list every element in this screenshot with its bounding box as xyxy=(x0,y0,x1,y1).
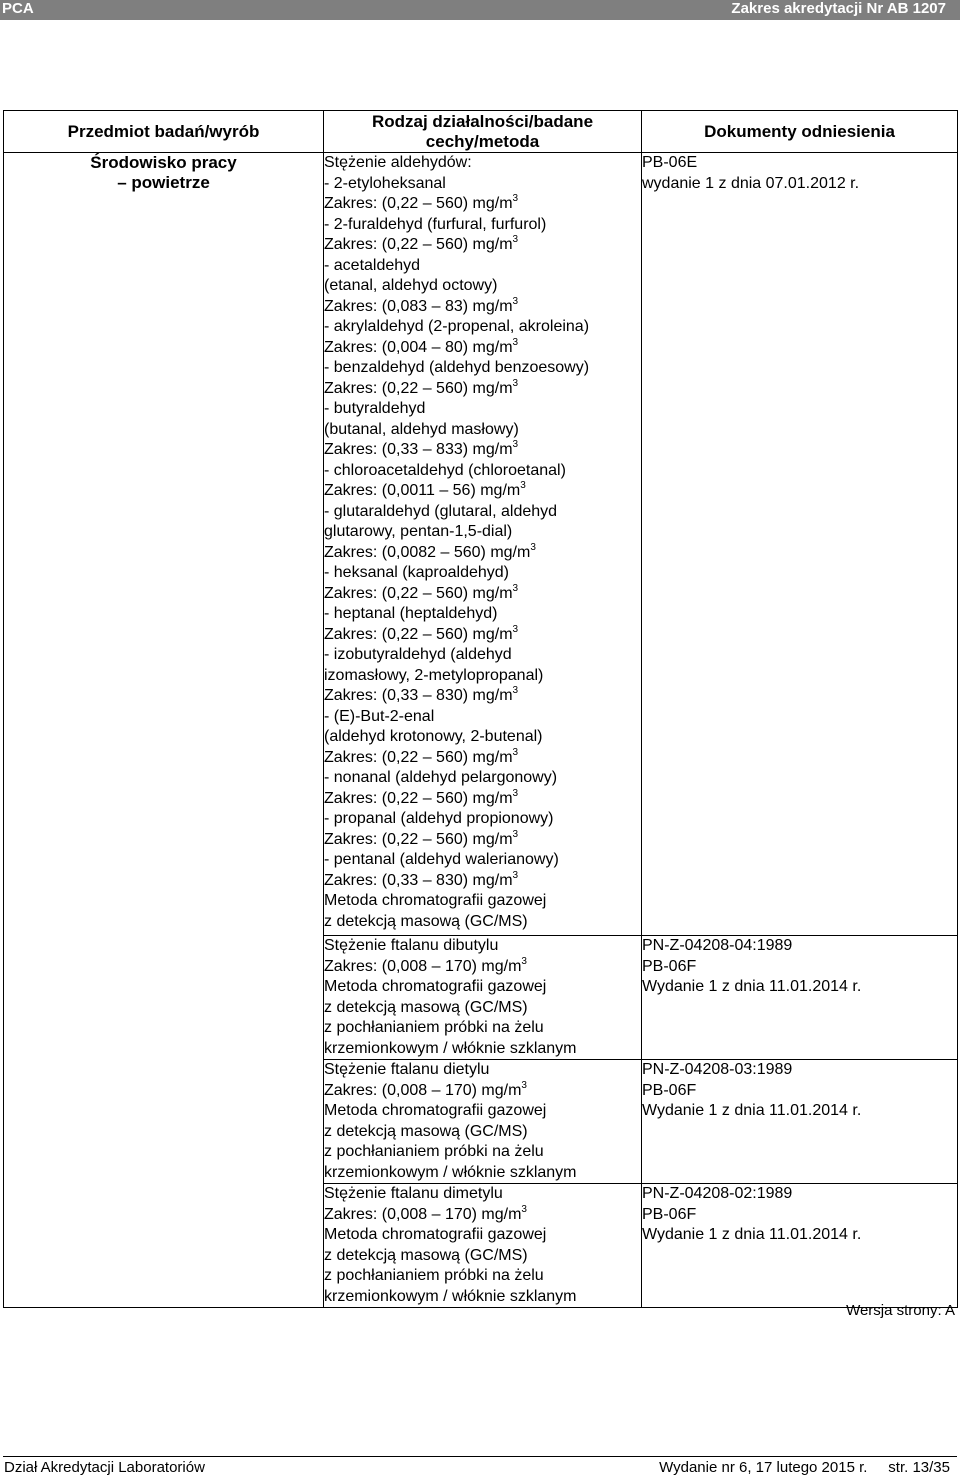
document-line: Wydanie 1 z dnia 11.01.2014 r. xyxy=(642,978,862,995)
activity-cell xyxy=(324,936,642,1060)
activity-line: Zakres: (0,008 – 170) $mg/m^3$ xyxy=(324,1079,527,1099)
page-header xyxy=(0,0,960,20)
subject-line: Środowisko pracy xyxy=(90,153,237,172)
activity-line: - heptanal (heptaldehyd) xyxy=(324,605,498,622)
document-line: PN-Z-04208-02:1989 xyxy=(642,1185,793,1202)
activity-line: Zakres: (0,0011 – 56) $mg/m^3$ xyxy=(324,480,526,499)
activity-line: Zakres: (0,22 – 560) $mg/m^3$ xyxy=(324,193,519,212)
activity-line: z pochłanianiem próbki na żelu xyxy=(324,1267,544,1284)
activity-line: Zakres: (0,008 – 170) $mg/m^3$ xyxy=(324,1203,527,1223)
activity-line: (etanal, aldehyd octowy) xyxy=(324,277,498,294)
footer-department: Dział Akredytacji Laboratoriów xyxy=(4,1459,205,1476)
activity-line: Zakres: (0,0082 – 560) $mg/m^3$ xyxy=(324,541,536,561)
documents-cell xyxy=(642,153,958,936)
activity-line: Zakres: (0,22 – 560) $mg/m^3$ xyxy=(324,234,519,253)
activity-line: z pochłanianiem próbki na żelu xyxy=(324,1143,544,1160)
activity-line: Zakres: (0,22 – 560) $mg/m^3$ xyxy=(324,746,519,766)
activity-line: - nonanal (aldehyd pelargonowy) xyxy=(324,769,558,786)
document-line: PB-06F xyxy=(642,1081,697,1099)
table-header-row xyxy=(4,111,958,153)
documents-cell xyxy=(642,936,958,1060)
subject-line: – powietrze xyxy=(117,173,210,192)
activity-line: (butanal, aldehyd masłowy) xyxy=(324,420,519,438)
document-line: Wydanie 1 z dnia 11.01.2014 r. xyxy=(642,1226,862,1243)
accreditation-table xyxy=(3,110,958,1308)
activity-line: Zakres: (0,22 – 560) $mg/m^3$ xyxy=(324,582,519,602)
activity-line: Metoda chromatografii gazowej xyxy=(324,1102,547,1119)
footer-divider xyxy=(3,1456,957,1457)
activity-line: - propanal (aldehyd propionowy) xyxy=(324,810,554,827)
activity-line: krzemionkowym / włóknie szklanym xyxy=(324,1163,577,1181)
activity-line: Zakres: (0,22 – 560) $mg/m^3$ xyxy=(324,828,519,848)
activity-line: - acetaldehyd xyxy=(324,256,421,274)
documents-cell xyxy=(642,1060,958,1184)
activity-cell xyxy=(324,153,642,936)
activity-line: - heksanal (kaproaldehyd) xyxy=(324,564,509,581)
activity-line: (aldehyd krotonowy, 2-butenal) xyxy=(324,728,543,745)
activity-line: - akrylaldehyd (2-propenal, akroleina) xyxy=(324,318,590,335)
activity-line: krzemionkowym / włóknie szklanym xyxy=(324,1039,577,1057)
org-name: PCA xyxy=(2,0,34,17)
page-version: Wersja strony: A xyxy=(846,1302,955,1319)
document-line: PN-Z-04208-03:1989 xyxy=(642,1061,793,1078)
activity-cell xyxy=(324,1060,642,1184)
activity-line: Stężenie aldehydów: xyxy=(324,154,472,171)
activity-line: z detekcją masową (GC/MS) xyxy=(324,1246,528,1264)
activity-line: - butyraldehyd xyxy=(324,400,426,417)
activity-line: - (E)-But-2-enal xyxy=(324,707,435,725)
activity-line: z detekcją masową (GC/MS) xyxy=(324,998,528,1016)
document-line: PB-06F xyxy=(642,1205,697,1223)
table-row xyxy=(4,153,958,936)
scope-title: Zakres akredytacji Nr AB 1207 xyxy=(731,0,946,17)
activity-line: z detekcją masową (GC/MS) xyxy=(324,912,528,930)
activity-line: izomasłowy, 2-metylopropanal) xyxy=(324,666,544,684)
activity-line: glutarowy, pentan-1,5-dial) xyxy=(324,523,513,540)
documents-cell xyxy=(642,1184,958,1308)
header-activity: Rodzaj działalności/badane cechy/metoda xyxy=(324,111,642,153)
document-line: PB-06E xyxy=(642,154,698,171)
activity-line: - glutaraldehyd (glutaral, aldehyd xyxy=(324,502,558,520)
activity-line: Zakres: (0,083 – 83) $mg/m^3$ xyxy=(324,295,519,315)
activity-line: Zakres: (0,33 – 830) $mg/m^3$ xyxy=(324,685,519,704)
activity-line: - benzaldehyd (aldehyd benzoesowy) xyxy=(324,359,590,376)
activity-line: z pochłanianiem próbki na żelu xyxy=(324,1019,544,1036)
activity-line: Zakres: (0,33 – 830) $mg/m^3$ xyxy=(324,869,519,889)
activity-line: Metoda chromatografii gazowej xyxy=(324,978,547,995)
footer-info xyxy=(659,1459,950,1476)
activity-line: Zakres: (0,22 – 560) $mg/m^3$ xyxy=(324,623,519,643)
activity-line: Zakres: (0,33 – 833) $mg/m^3$ xyxy=(324,439,519,458)
document-line: wydanie 1 z dnia 07.01.2012 r. xyxy=(642,174,860,192)
activity-line: Metoda chromatografii gazowej xyxy=(324,892,547,909)
document-line: Wydanie 1 z dnia 11.01.2014 r. xyxy=(642,1102,862,1119)
header-documents: Dokumenty odniesienia xyxy=(642,111,958,153)
activity-line: Zakres: (0,22 – 560) $mg/m^3$ xyxy=(324,377,519,397)
activity-line: - 2-furaldehyd (furfural, furfurol) xyxy=(324,215,547,233)
subject-cell xyxy=(4,153,324,1308)
activity-line: Zakres: (0,004 – 80) $mg/m^3$ xyxy=(324,336,519,356)
document-line: PN-Z-04208-04:1989 xyxy=(642,937,793,954)
activity-line: Zakres: (0,22 – 560) $mg/m^3$ xyxy=(324,787,519,807)
document-line: PB-06F xyxy=(642,957,697,975)
activity-line: - chloroacetaldehyd (chloroetanal) xyxy=(324,461,566,479)
activity-line: krzemionkowym / włóknie szklanym xyxy=(324,1287,577,1305)
activity-line: Stężenie ftalanu dibutylu xyxy=(324,937,499,954)
activity-line: Zakres: (0,008 – 170) $mg/m^3$ xyxy=(324,955,527,975)
activity-line: Stężenie ftalanu dietylu xyxy=(324,1061,490,1078)
activity-cell xyxy=(324,1184,642,1308)
activity-line: - pentanal (aldehyd walerianowy) xyxy=(324,851,559,868)
footer-edition: Wydanie nr 6, 17 lutego 2015 r. xyxy=(659,1459,868,1476)
activity-line: - 2-etyloheksanal xyxy=(324,174,446,192)
activity-line: Metoda chromatografii gazowej xyxy=(324,1226,547,1243)
activity-line: Stężenie ftalanu dimetylu xyxy=(324,1185,503,1202)
activity-line: - izobutyraldehyd (aldehyd xyxy=(324,646,512,663)
activity-line: z detekcją masową (GC/MS) xyxy=(324,1122,528,1140)
header-subject: Przedmiot badań/wyrób xyxy=(4,111,324,153)
footer-page: str. 13/35 xyxy=(888,1459,950,1476)
